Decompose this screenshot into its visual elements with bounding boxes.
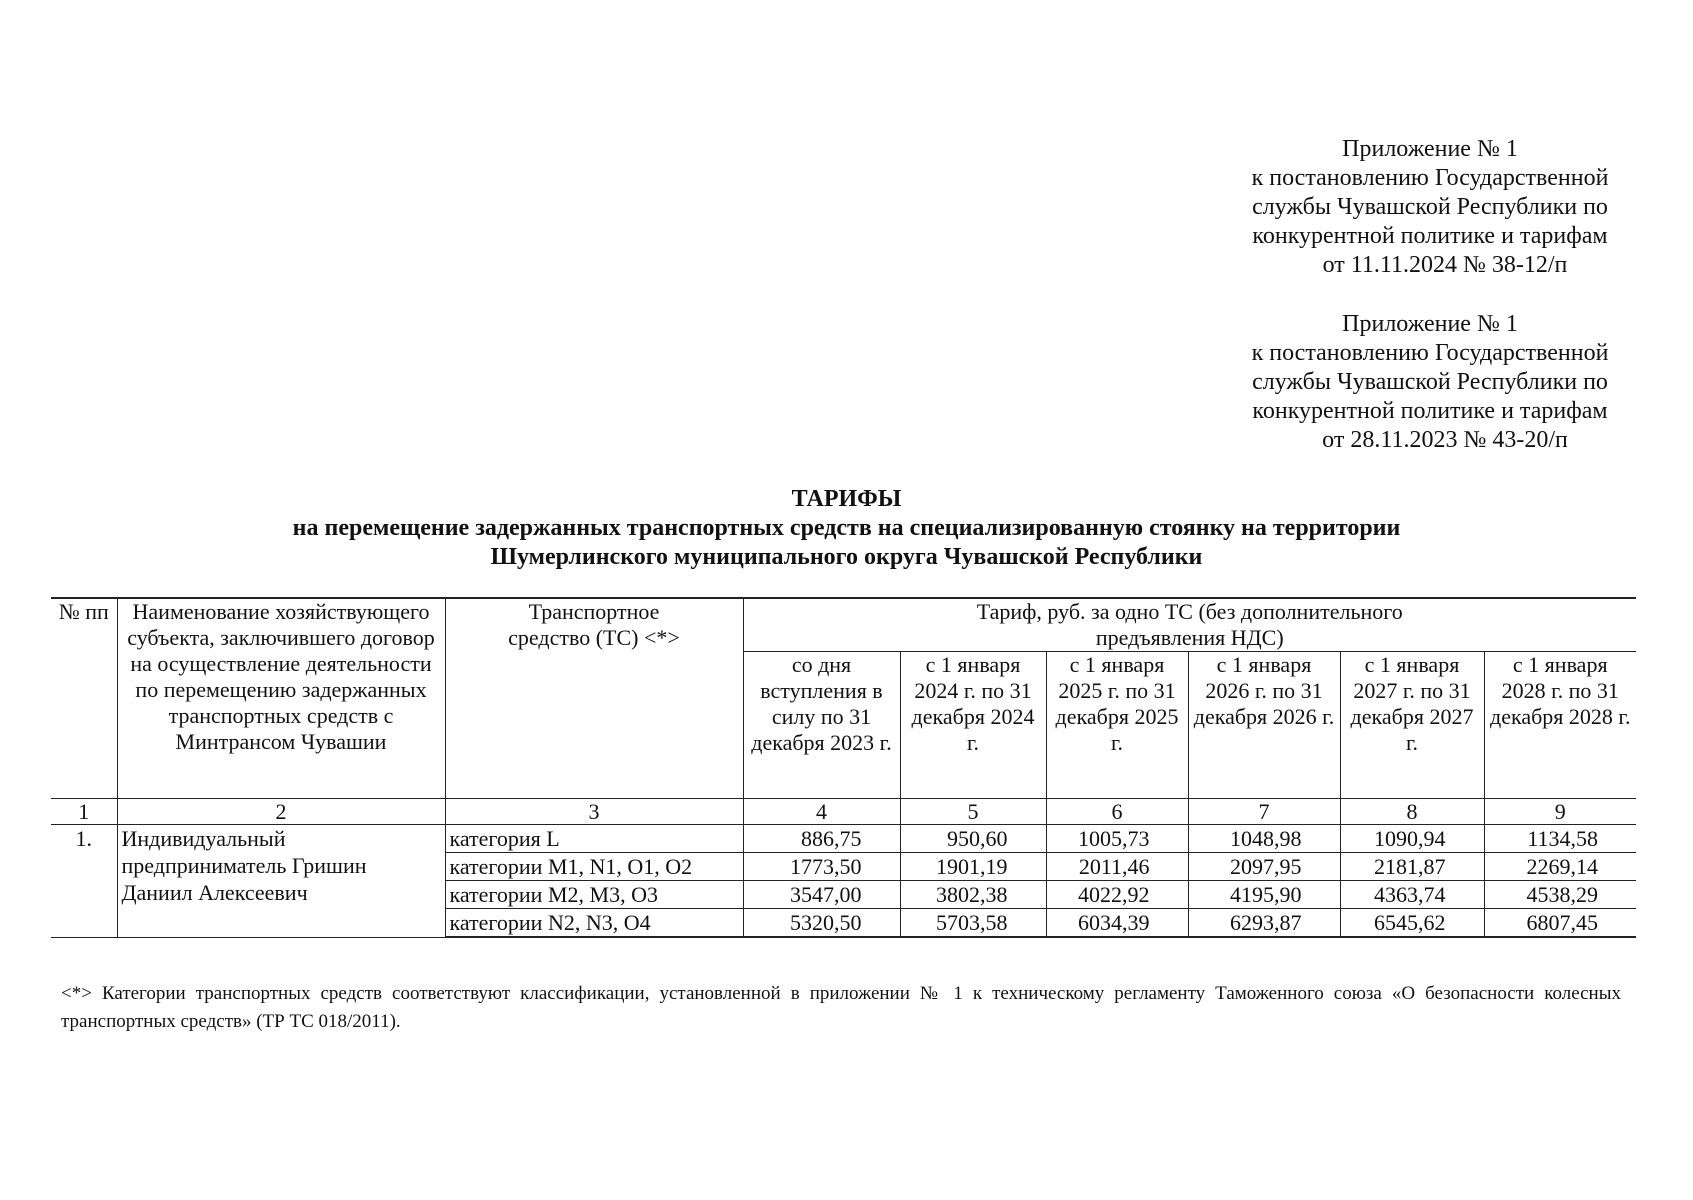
- appendix-header-original: [1220, 310, 1640, 455]
- column-number: 4: [743, 799, 900, 825]
- tariff-value: 2181,87: [1340, 853, 1484, 881]
- header-tariff-group: Тариф, руб. за одно ТС (без дополнительного предъявления НДС): [743, 598, 1636, 652]
- column-number: 5: [900, 799, 1046, 825]
- tariff-value: 4538,29: [1484, 881, 1636, 909]
- tariff-value: 6034,39: [1046, 909, 1188, 938]
- header-period: с 1 января 2025 г. по 31 декабря 2025 г.: [1046, 652, 1188, 799]
- header-period: с 1 января 2024 г. по 31 декабря 2024 г.: [900, 652, 1046, 799]
- tariff-value: 1048,98: [1188, 825, 1340, 853]
- column-number: 2: [117, 799, 445, 825]
- tariff-value: 5320,50: [743, 909, 900, 938]
- appendix-date-number: от 28.11.2023 № 43-20/п: [1322, 427, 1568, 453]
- vehicle-category: категории M1, N1, O1, O2: [445, 853, 743, 881]
- column-number: 8: [1340, 799, 1484, 825]
- tariff-value: 2269,14: [1484, 853, 1636, 881]
- tariff-value: 6807,45: [1484, 909, 1636, 938]
- title-main: ТАРИФЫ: [791, 486, 902, 512]
- tariff-value: 886,75: [743, 825, 900, 853]
- tariff-value: 3802,38: [900, 881, 1046, 909]
- column-number: 1: [51, 799, 117, 825]
- header-vehicle: Транспортное средство (ТС) <*>: [445, 598, 743, 799]
- footnote: <*> Категории транспортных средств соответствуют классификации, установленной в приложении № 1 к техническому регламенту Таможенного союза «О безопасности колесных транспортных средств» (ТР ТС 018/2011).: [61, 983, 1621, 1032]
- appendix-header-current: [1220, 135, 1640, 280]
- tariffs-table: [51, 597, 1636, 938]
- vehicle-category: категории N2, N3, O4: [445, 909, 743, 938]
- tariff-value: 1773,50: [743, 853, 900, 881]
- vehicle-category: категория L: [445, 825, 743, 853]
- tariff-value: 5703,58: [900, 909, 1046, 938]
- column-number: 9: [1484, 799, 1636, 825]
- tariff-value: 2097,95: [1188, 853, 1340, 881]
- tariff-value: 1090,94: [1340, 825, 1484, 853]
- header-period: со дня вступления в силу по 31 декабря 2023 г.: [743, 652, 900, 799]
- header-period: с 1 января 2028 г. по 31 декабря 2028 г.: [1484, 652, 1636, 799]
- row-number: 1.: [51, 825, 117, 938]
- header-period: с 1 января 2027 г. по 31 декабря 2027 г.: [1340, 652, 1484, 799]
- column-number: 3: [445, 799, 743, 825]
- header-entity: Наименование хозяйствующего субъекта, заключившего договор на осуществление деятельности по перемещению задержанных транспортных средств с Минтрансом Чувашии: [117, 598, 445, 799]
- tariff-value: 1901,19: [900, 853, 1046, 881]
- tariff-value: 4022,92: [1046, 881, 1188, 909]
- title-subline: Шумерлинского муниципального округа Чувашской Республики: [490, 544, 1203, 570]
- tariff-value: 950,60: [900, 825, 1046, 853]
- table-row: [51, 825, 1636, 853]
- tariff-value: 1134,58: [1484, 825, 1636, 853]
- tariff-value: 4363,74: [1340, 881, 1484, 909]
- vehicle-category: категории M2, M3, O3: [445, 881, 743, 909]
- appendix-text-line: к постановлению Государственной: [1251, 165, 1609, 191]
- appendix-text-line: конкурентной политике и тарифам: [1252, 223, 1608, 249]
- tariff-value: 6545,62: [1340, 909, 1484, 938]
- column-number: 6: [1046, 799, 1188, 825]
- title-subline: на перемещение задержанных транспортных средств на специализированную стоянку на территории: [292, 515, 1401, 541]
- appendix-text-line: службы Чувашской Республики по: [1252, 369, 1608, 395]
- column-number: 7: [1188, 799, 1340, 825]
- appendix-text-line: службы Чувашской Республики по: [1252, 194, 1608, 220]
- entity-name: Индивидуальный предприниматель Гришин Даниил Алексеевич: [117, 825, 445, 938]
- appendix-text-line: конкурентной политике и тарифам: [1252, 398, 1608, 424]
- tariff-value: 3547,00: [743, 881, 900, 909]
- appendix-title: Приложение № 1: [1342, 136, 1518, 162]
- tariff-value: 6293,87: [1188, 909, 1340, 938]
- tariff-value: 2011,46: [1046, 853, 1188, 881]
- appendix-date-number: от 11.11.2024 № 38-12/п: [1322, 252, 1568, 278]
- tariff-value: 1005,73: [1046, 825, 1188, 853]
- tariff-value: 4195,90: [1188, 881, 1340, 909]
- document-title: [0, 485, 1693, 572]
- appendix-text-line: к постановлению Государственной: [1251, 340, 1609, 366]
- header-number: № пп: [51, 598, 117, 799]
- appendix-title: Приложение № 1: [1342, 311, 1518, 337]
- header-period: с 1 января 2026 г. по 31 декабря 2026 г.: [1188, 652, 1340, 799]
